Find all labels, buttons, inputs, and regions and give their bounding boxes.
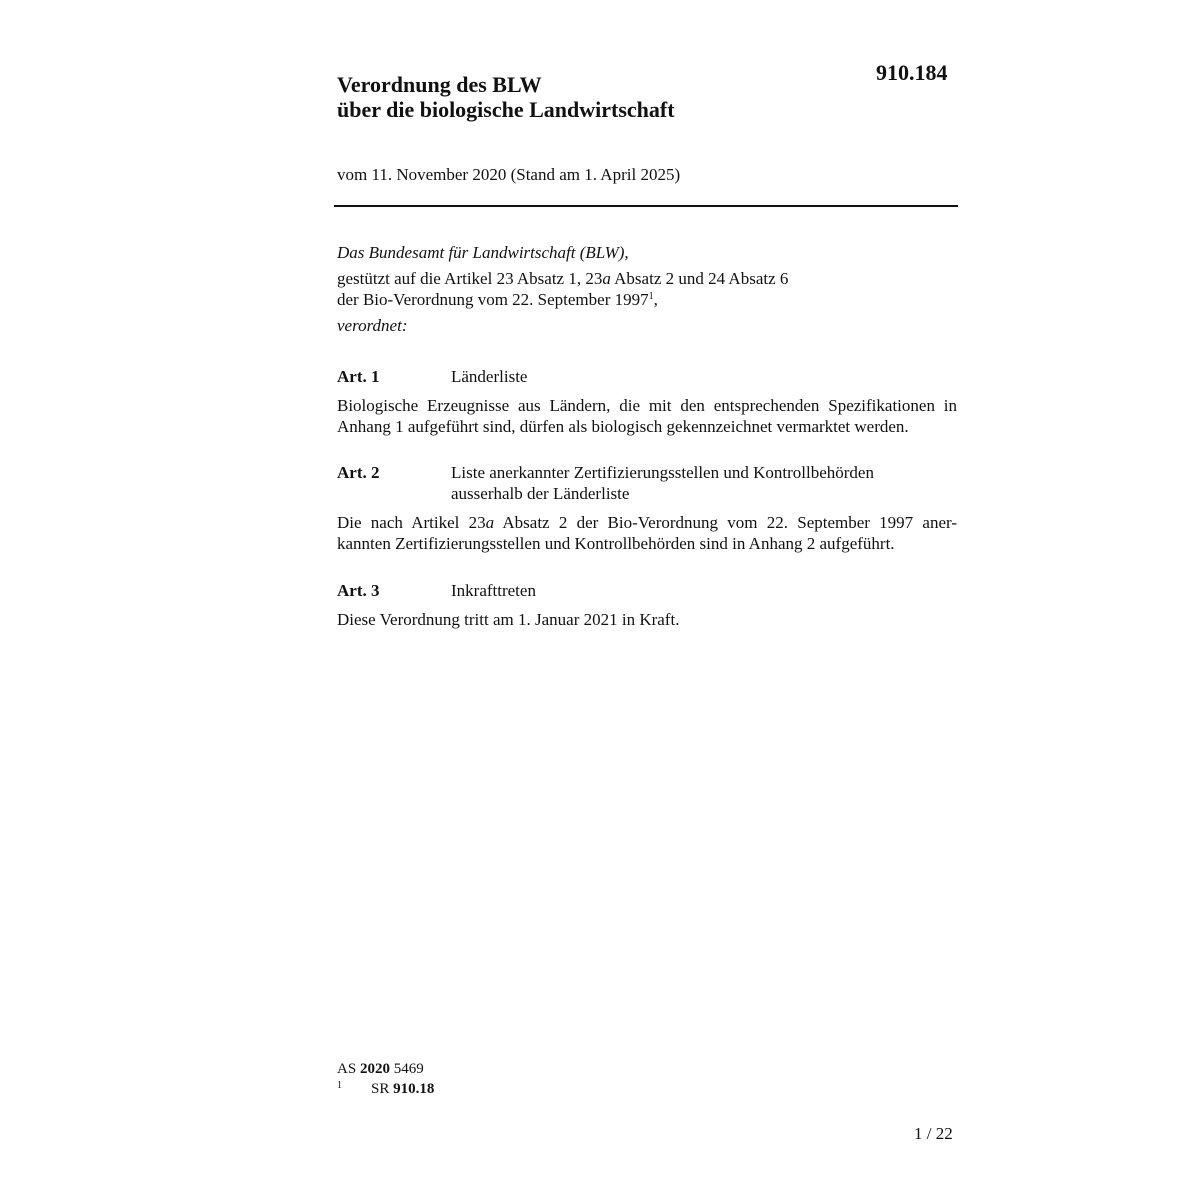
article-2-title-line-1: Liste anerkannter Zertifizierungsstellen und Kontrollbehörden bbox=[451, 463, 874, 482]
article-1-title bbox=[451, 366, 527, 387]
sr-reference[interactable]: 910.18 bbox=[393, 1081, 435, 1097]
basis-end: , bbox=[653, 290, 658, 309]
preamble-authority: Das Bundesamt für Landwirtschaft (BLW), bbox=[337, 243, 629, 262]
article-2-body-italic-a: a bbox=[485, 513, 495, 532]
article-1 bbox=[337, 366, 957, 437]
footnotes bbox=[337, 1059, 434, 1099]
footnote-reference[interactable]: 1 bbox=[648, 291, 654, 302]
page-number: 1 / 22 bbox=[914, 1124, 953, 1143]
article-3-body-line-1: Diese Verordnung tritt am 1. Januar 2021 in Kraft. bbox=[337, 610, 680, 629]
title-line-2: über die biologische Landwirtschaft bbox=[337, 97, 675, 122]
preamble-basis-line-2 bbox=[337, 289, 957, 310]
basis-text-1: gestützt auf die Artikel 23 Absatz 1, 23 bbox=[337, 269, 603, 288]
article-2-body-line-1 bbox=[337, 512, 957, 533]
article-3-heading bbox=[337, 580, 957, 601]
footnote-1: 1 SR 910.18 bbox=[337, 1080, 435, 1097]
article-1-heading bbox=[337, 366, 957, 387]
article-1-body-line-2: Anhang 1 aufgeführt sind, dürfen als biologisch gekennzeichnet vermarktet werden. bbox=[337, 417, 909, 436]
basis-text-2: Absatz 2 und 24 Absatz 6 bbox=[610, 269, 789, 288]
date-line: vom 11. November 2020 (Stand am 1. April 2025) bbox=[337, 165, 681, 184]
article-2-heading bbox=[337, 462, 957, 504]
article-1-title-line-1: Länderliste bbox=[451, 367, 528, 386]
article-2-body bbox=[337, 512, 957, 554]
article-3 bbox=[337, 580, 957, 630]
preamble bbox=[337, 242, 957, 336]
article-1-body bbox=[337, 395, 957, 437]
article-3-number: Art. 3 bbox=[337, 581, 380, 600]
article-2-body-text-1: Die nach Artikel 23 bbox=[337, 513, 486, 532]
article-3-title bbox=[451, 580, 536, 601]
as-page: 5469 bbox=[389, 1061, 424, 1077]
basis-italic-a: a bbox=[602, 269, 611, 288]
document-title bbox=[337, 72, 675, 122]
article-2-number: Art. 2 bbox=[337, 463, 380, 482]
article-1-body-line-1: Biologische Erzeugnisse aus Ländern, die mit den entsprechenden Spezifikationen in bbox=[337, 396, 957, 415]
as-year: 2020 bbox=[359, 1061, 390, 1077]
article-2-body-line-2: kannten Zertifizierungsstellen und Kontrollbehörden sind in Anhang 2 aufgeführt. bbox=[337, 534, 895, 553]
sr-number: 910.184 bbox=[876, 60, 948, 85]
preamble-decree: verordnet: bbox=[337, 316, 408, 335]
article-3-body bbox=[337, 609, 957, 630]
article-2 bbox=[337, 462, 957, 554]
sr-prefix: SR bbox=[371, 1081, 394, 1097]
article-2-title-line-2: ausserhalb der Länderliste bbox=[451, 484, 630, 503]
title-line-1: Verordnung des BLW bbox=[337, 72, 542, 97]
preamble-basis bbox=[337, 268, 957, 310]
header-divider bbox=[334, 205, 958, 207]
as-reference bbox=[337, 1059, 434, 1079]
article-3-title-line-1: Inkrafttreten bbox=[451, 581, 536, 600]
basis-text-3: der Bio-Verordnung vom 22. September 1997 bbox=[337, 290, 649, 309]
preamble-basis-line-1 bbox=[337, 268, 957, 289]
article-1-number: Art. 1 bbox=[337, 367, 380, 386]
as-prefix: AS bbox=[337, 1061, 360, 1077]
article-2-title bbox=[451, 462, 874, 504]
article-2-body-text-2: Absatz 2 der Bio-Verordnung vom 22. September 1997 aner- bbox=[494, 513, 957, 532]
